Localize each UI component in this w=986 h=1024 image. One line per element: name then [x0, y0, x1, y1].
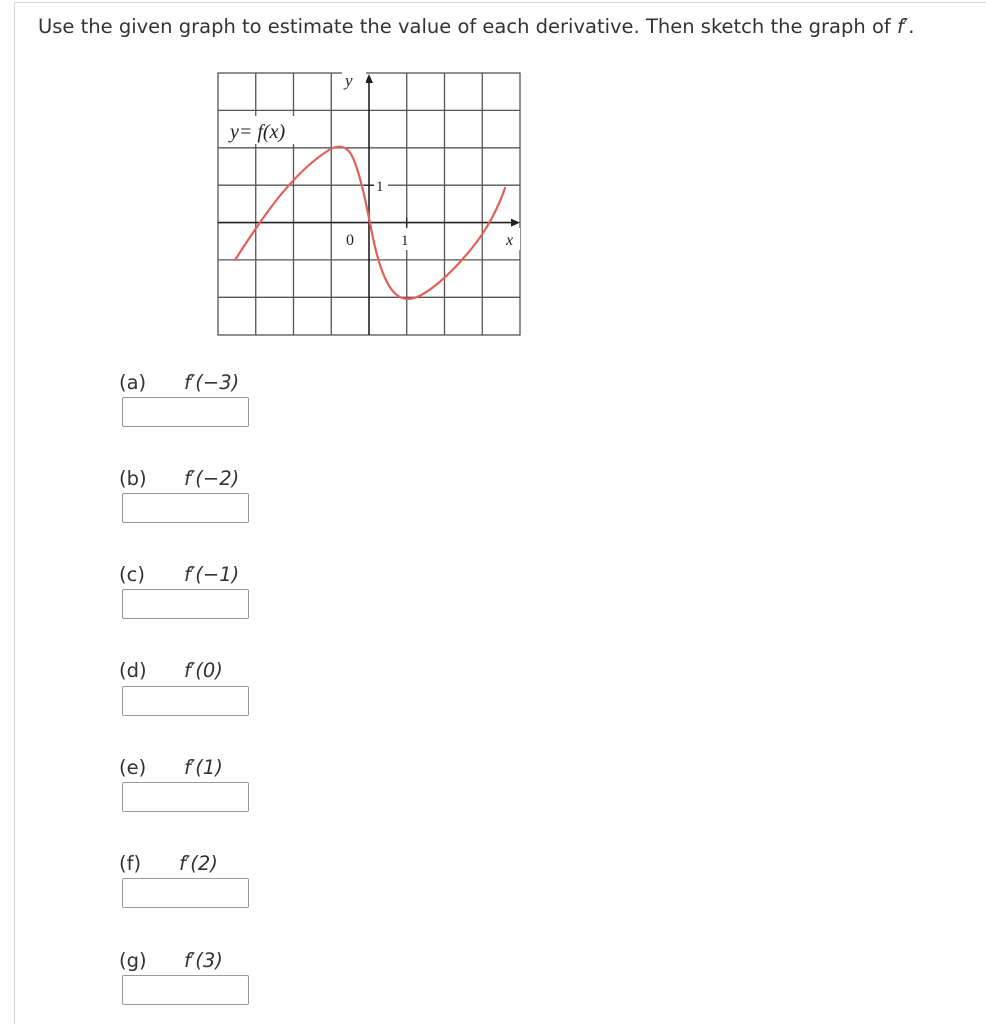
answer-input-c[interactable]: [122, 589, 249, 619]
curve-label: y= f(x): [230, 121, 286, 143]
instructions-text: Use the given graph to estimate the value of each derivative. Then sketch the graph of: [38, 15, 897, 38]
derivative-expression: f′(−2): [184, 467, 240, 490]
origin-label: 0: [346, 232, 354, 249]
part-g-label: [119, 948, 223, 974]
part-a-label: [119, 370, 239, 396]
derivative-expression: f′(3): [184, 949, 223, 972]
derivative-expression: f′(−3): [184, 371, 240, 394]
part-letter: (f): [119, 852, 142, 875]
x-tick-label: 1: [401, 233, 409, 249]
instructions-period: .: [908, 15, 915, 38]
derivative-expression: f′(1): [184, 756, 223, 779]
part-letter: (d): [119, 659, 147, 682]
y-axis-arrow-icon: [365, 74, 373, 83]
part-d-label: [119, 658, 223, 684]
answer-input-g[interactable]: [122, 975, 249, 1005]
y-tick-label: 1: [376, 179, 384, 195]
x-axis-arrow-icon: [511, 219, 520, 227]
answer-input-a[interactable]: [122, 397, 249, 427]
part-e-label: [119, 755, 223, 781]
part-c-label: [119, 562, 239, 588]
top-divider: [14, 2, 986, 3]
answer-input-d[interactable]: [122, 686, 249, 716]
derivative-expression: f′(−1): [184, 563, 240, 586]
part-f-label: [119, 851, 218, 877]
y-axis-label: y: [345, 71, 353, 90]
question-instructions: [38, 14, 914, 40]
instructions-function-symbol: f′: [896, 15, 909, 38]
part-letter: (c): [119, 563, 145, 586]
x-axis-label: x: [506, 232, 514, 249]
derivative-expression: f′(2): [179, 852, 218, 875]
derivative-expression: f′(0): [184, 659, 223, 682]
answer-input-e[interactable]: [122, 782, 249, 812]
answer-input-f[interactable]: [122, 878, 249, 908]
left-divider: [14, 2, 15, 1024]
part-letter: (e): [119, 756, 147, 779]
part-letter: (g): [119, 949, 147, 972]
part-b-label: [119, 466, 239, 492]
part-letter: (a): [119, 371, 147, 394]
answer-input-b[interactable]: [122, 493, 249, 523]
part-letter: (b): [119, 467, 147, 490]
function-graph: [212, 68, 526, 340]
